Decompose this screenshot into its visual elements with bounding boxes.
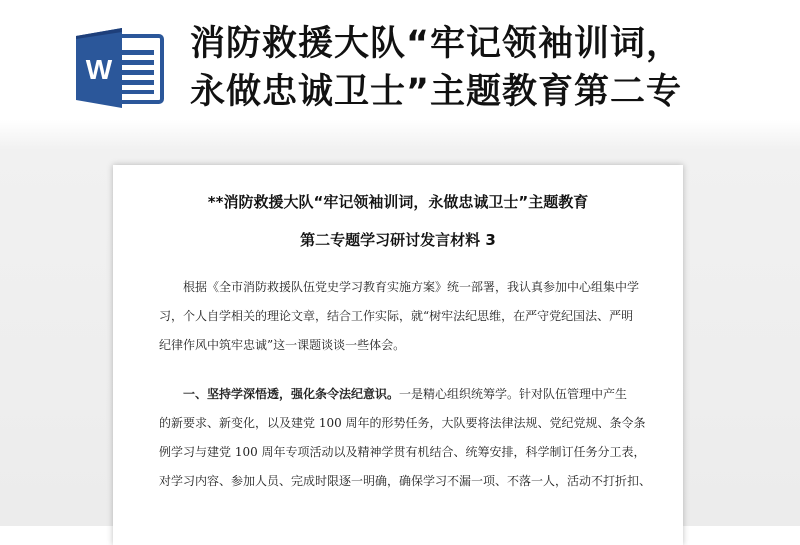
doc-title-line-2: 第二专题学习研讨发言材料 3 <box>300 231 496 249</box>
paragraph-text: 一是精心组织统筹学。针对队伍管理中产生 <box>399 387 628 401</box>
word-icon <box>76 26 166 110</box>
word-icon-letter: W <box>85 54 113 85</box>
heading-line-1: 消防救援大队“牢记领袖训词， <box>190 24 683 64</box>
document-heading <box>190 20 790 116</box>
document-page <box>113 165 683 545</box>
paragraph-line <box>159 380 655 409</box>
paragraph-line: 根据《全市消防救援队伍党史学习教育实施方案》统一部署，我认真参加中心组集中学 <box>183 280 640 294</box>
paragraph-line: 习，个人自学相关的理论文章，结合工作实际，就“树牢法纪思维，在严守党纪国法、严明 <box>159 309 634 323</box>
doc-title-line-1: **消防救援大队“牢记领袖训词，永做忠诚卫士”主题教育 <box>207 193 589 211</box>
paragraph-line: 对学习内容、参加人员、完成时限逐一明确，确保学习不漏一项、不落一人，活动不打折扣、 <box>159 474 652 488</box>
section-heading: 一、坚持学深悟透，强化条令法纪意识。 <box>183 387 400 401</box>
paragraph-line: 例学习与建党 100 周年专项活动以及精神学贯有机结合、统筹安排，科学制订任务分工表， <box>159 445 646 459</box>
header-banner <box>0 0 800 140</box>
paragraph-2 <box>159 380 655 496</box>
paragraph-line: 的新要求、新变化，以及建党 100 周年的形势任务，大队要将法律法规、党纪党规、条令条 <box>159 416 646 430</box>
paragraph-line: 纪律作风中筑牢忠诚”这一课题谈谈一些体会。 <box>159 338 406 352</box>
paragraph-1 <box>159 273 655 360</box>
heading-line-2: 永做忠诚卫士”主题教育第二专 <box>190 72 683 112</box>
